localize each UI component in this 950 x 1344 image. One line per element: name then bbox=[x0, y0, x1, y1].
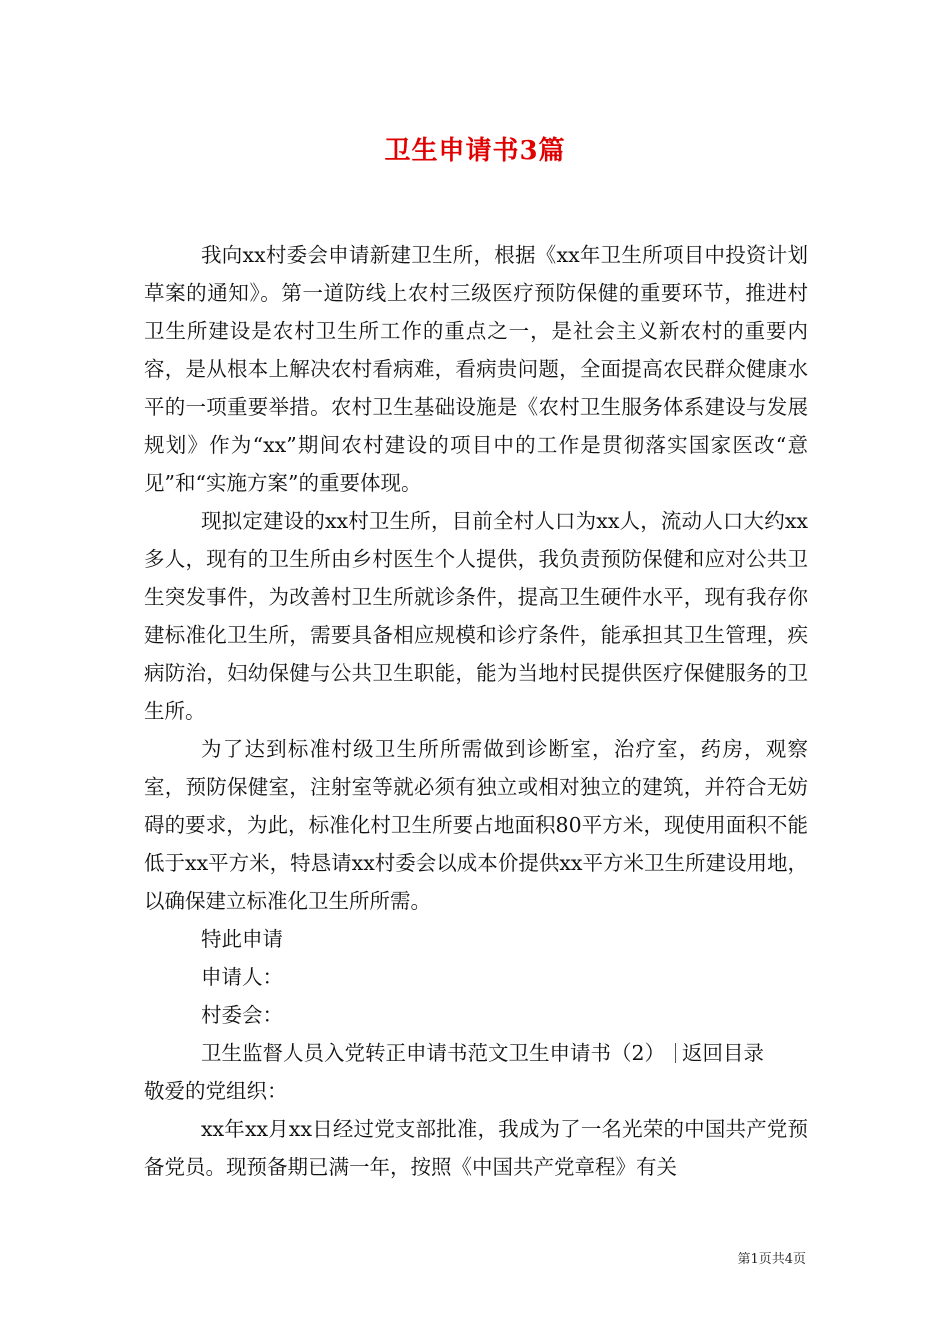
paragraph-1: 我向xx村委会申请新建卫生所，根据《xx年卫生所项目中投资计划草案的通知》。第一道防线上农村三级医疗预防保健的重要环节，推进村卫生所建设是农村卫生所工作的重点之一，是社会主义新农村的重要内容，是从根本上解决农村看病难，看病贵问题，全面提高农民群众健康水平的一项重要举措。农村卫生基础设施是《农村卫生服务体系建设与发展规划》作为“xx”期间农村建设的项目中的工作是贯彻落实国家医改“意见”和“实施方案”的重要体现。 bbox=[144, 243, 808, 495]
village-committee-label: 村委会： bbox=[201, 1003, 283, 1027]
document-body bbox=[144, 236, 808, 1186]
back-to-toc-link[interactable]: 返回目录 bbox=[682, 1041, 765, 1065]
applicant-label: 申请人： bbox=[201, 965, 283, 989]
next-section-line bbox=[144, 1034, 808, 1072]
paragraph-2: 现拟定建设的xx村卫生所，目前全村人口为xx人，流动人口大约xx多人，现有的卫生所由乡村医生个人提供，我负责预防保健和应对公共卫生突发事件，为改善村卫生所就诊条件，提高卫生硬件水平，现有我存你建标准化卫生所，需要具备相应规模和诊疗条件，能承担其卫生管理，疾病防治，妇幼保健与公共卫生职能，能为当地村民提供医疗保健服务的卫生所。 bbox=[144, 509, 808, 723]
closing-request: 特此申请 bbox=[201, 927, 283, 951]
separator-divider bbox=[675, 1043, 676, 1063]
paragraph-3: 为了达到标准村级卫生所所需做到诊断室，治疗室，药房，观察室，预防保健室，注射室等就必须有独立或相对独立的建筑，并符合无妨碍的要求，为此，标准化村卫生所要占地面积80平方米，现使用面积不能低于xx平方米，特恳请xx村委会以成本价提供xx平方米卫生所建设用地，以确保建立标准化卫生所所需。 bbox=[144, 737, 808, 913]
paragraph-4: xx年xx月xx日经过党支部批准，我成为了一名光荣的中国共产党预备党员。现预备期已满一年，按照《中国共产党章程》有关 bbox=[144, 1117, 808, 1179]
page-number: 第1页共4页 bbox=[737, 1252, 806, 1267]
salutation: 敬爱的党组织： bbox=[144, 1079, 288, 1103]
document-title: 卫生申请书3篇 bbox=[384, 136, 566, 166]
next-section-heading: 卫生监督人员入党转正申请书范文卫生申请书（2） bbox=[201, 1041, 666, 1065]
